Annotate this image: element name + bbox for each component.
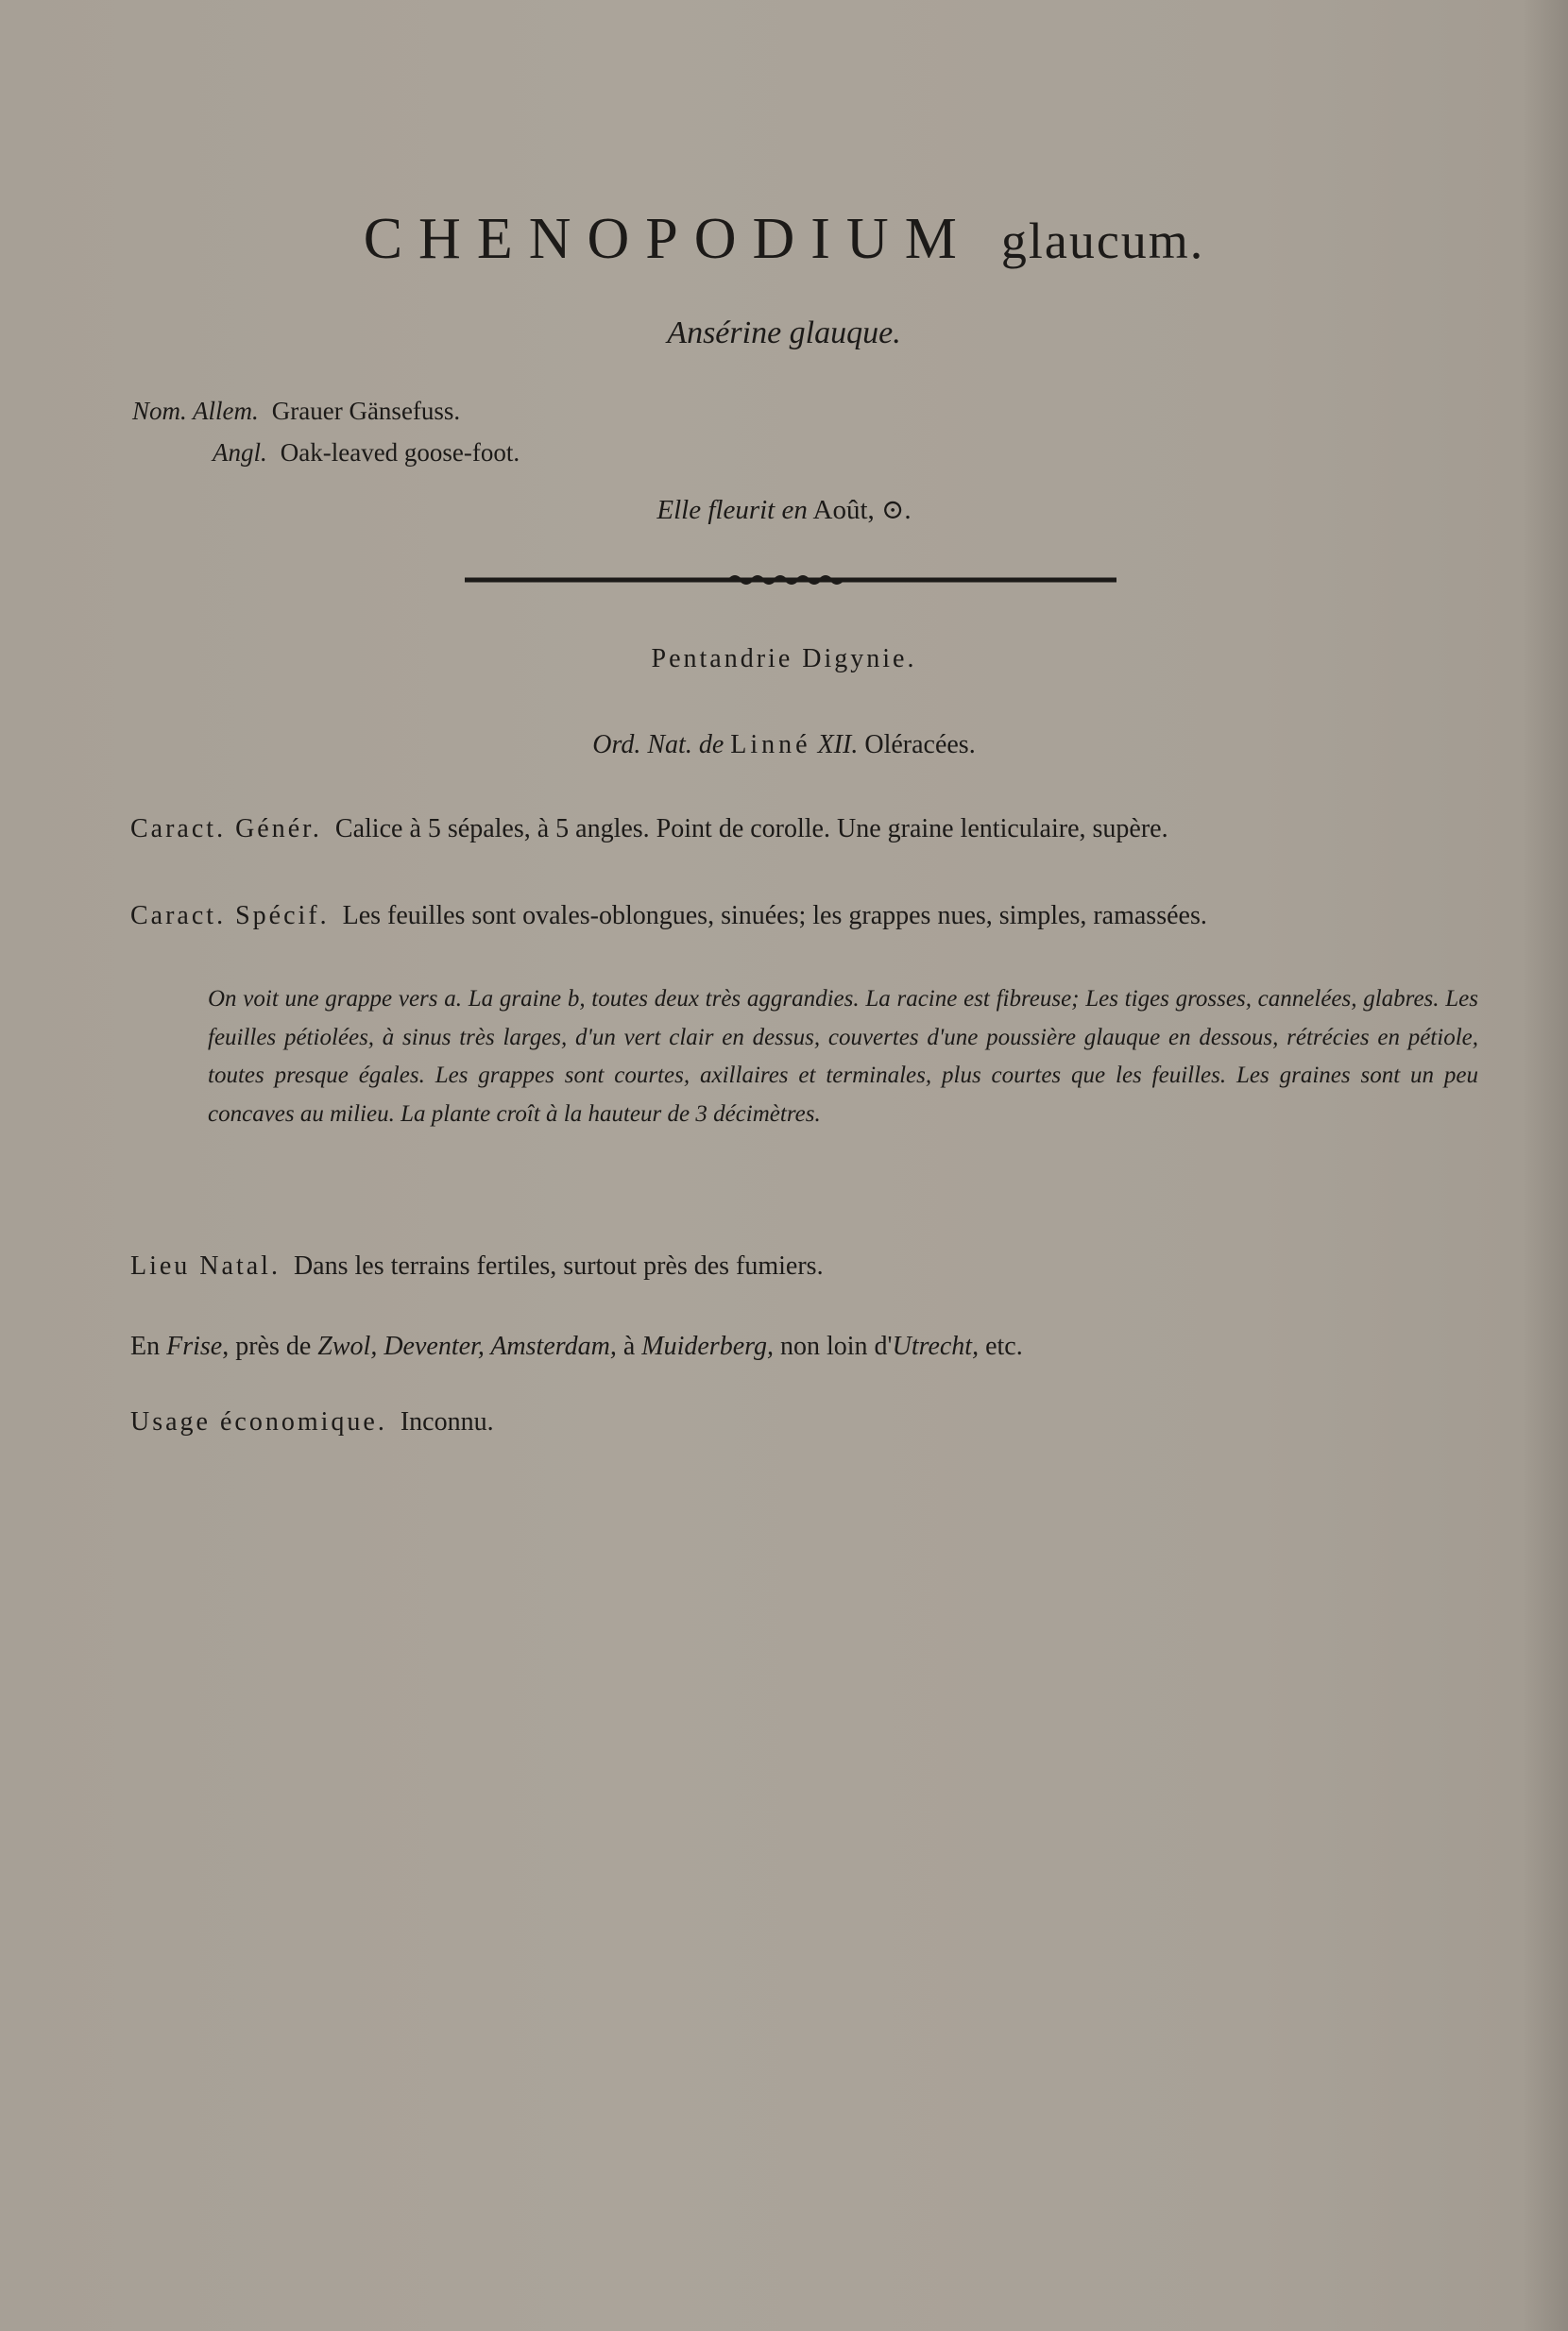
species-epithet: glaucum. [1000, 213, 1205, 269]
name-value-english: Oak-leaved goose-foot. [280, 438, 520, 467]
economic-use-text: Inconnu. [400, 1407, 494, 1437]
localities [130, 1332, 1472, 1362]
description-paragraph: On voit une grappe vers a. La graine b, toutes deux très aggrandies. La racine est fibreuse; Les tiges grosses, cannelées, glabres. Les feuilles pétiolées, à sinus très larges, d'un vert clair en dessus, couvertes d'une poussière glauque en dessous, rétrécies en pétiole, toutes presque égales. Les grappes sont courtes, axillaires et terminales, plus courtes que les feuilles. Les graines sont un peu concaves au milieu. La plante croît à la hauteur de 3 décimètres. [208, 986, 1478, 1127]
locality-utrecht: Utrecht, [892, 1332, 980, 1361]
economic-use [130, 1407, 1472, 1438]
native-habitat-label: Lieu Natal. [130, 1251, 281, 1281]
locality-places: Zwol, Deventer, Amsterdam, [317, 1332, 617, 1361]
species-title [0, 206, 1568, 273]
economic-use-label: Usage économique. [130, 1407, 387, 1437]
locality-frise: Frise [166, 1332, 223, 1361]
name-row-english [213, 438, 520, 468]
order-number: XII. [817, 730, 859, 759]
order-prefix: Ord. Nat. de [592, 730, 724, 759]
localities-pres-de: , près de [222, 1332, 312, 1361]
name-row-german [132, 397, 460, 426]
locality-muiderberg: Muiderberg, [641, 1332, 774, 1361]
order-author: Linné [730, 730, 811, 759]
flowering-text: Elle fleurit en [656, 495, 808, 525]
french-name: Ansérine glauque. [667, 315, 901, 350]
specific-character [130, 901, 1472, 931]
localities-non-loin: non loin d' [779, 1332, 893, 1361]
name-label-english: Angl. [213, 438, 267, 467]
annual-symbol: ⊙. [881, 495, 912, 525]
flowering-month: Août, [812, 495, 875, 525]
localities-a: à [622, 1332, 636, 1361]
specific-character-label: Caract. Spécif. [130, 901, 330, 930]
name-label-german: Nom. Allem. [132, 397, 259, 425]
natural-order [0, 730, 1568, 760]
order-family: Oléracées. [864, 730, 976, 759]
native-habitat-text: Dans les terrains fertiles, surtout près des fumiers. [293, 1251, 824, 1281]
generic-character-text: Calice à 5 sépales, à 5 angles. Point de corolle. Une graine lenticulaire, supère. [334, 814, 1168, 843]
specific-character-text: Les feuilles sont ovales-oblongues, sinuées; les grappes nues, simples, ramassées. [342, 901, 1207, 930]
ornamental-rule [465, 570, 1116, 589]
genus-name: CHENOPODIUM [363, 207, 973, 271]
native-habitat [130, 1251, 1472, 1282]
localities-prefix: En [130, 1332, 161, 1361]
generic-character [130, 814, 1472, 844]
generic-character-label: Caract. Génér. [130, 814, 322, 843]
flowering-line [0, 493, 1568, 526]
linnaean-class: Pentandrie Digynie. [651, 644, 917, 673]
localities-etc: etc. [985, 1332, 1023, 1361]
name-value-german: Grauer Gänsefuss. [271, 397, 461, 425]
